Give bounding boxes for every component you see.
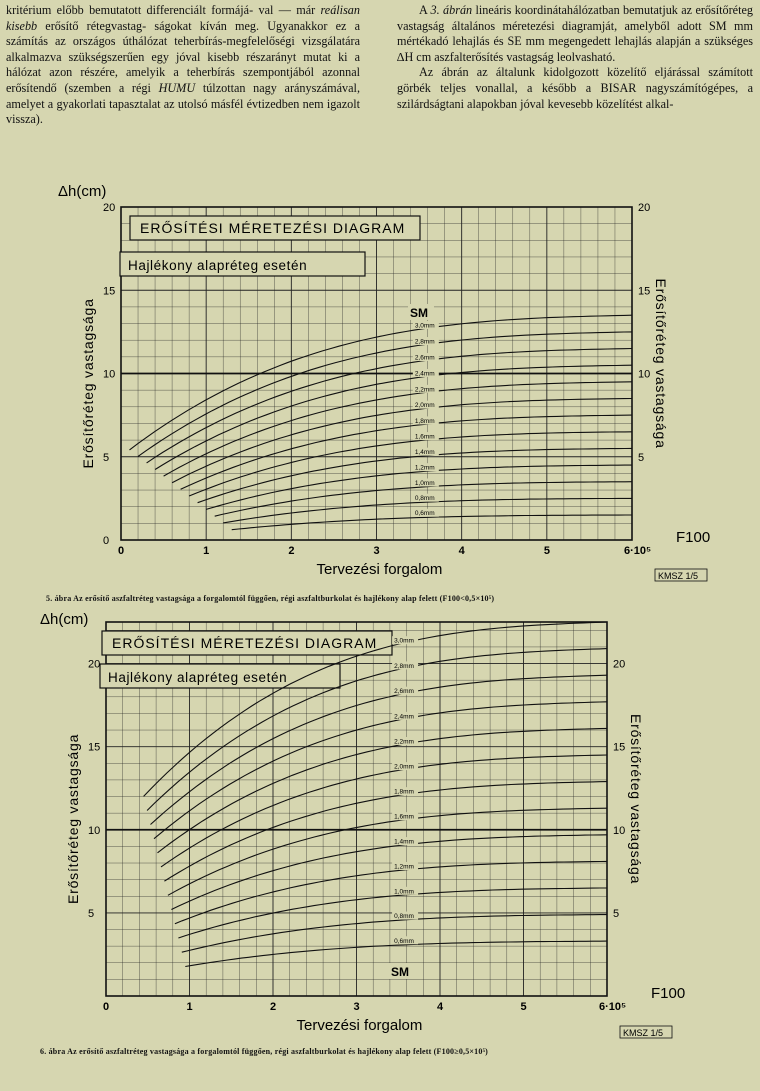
curve-label: 2,4mm xyxy=(394,713,414,721)
x-tick-label: 2 xyxy=(270,1001,277,1013)
y-tick-label-left: 15 xyxy=(88,741,101,754)
curve-label: 0,8mm xyxy=(414,495,435,503)
y-tick-label-left: 10 xyxy=(103,368,116,381)
curve-label: 2,0mm xyxy=(394,763,414,771)
x-unit-label: F100 xyxy=(676,529,711,546)
left-paragraph: kritérium előbb bemutatott differenciált formájá- val — már reálisan kisebb erősítő rétegvastag- ságokat kíván meg. Ugyanakkor ez a számítás az országos úthálózat teherbírás-megfelelőségi vizsgálatára alkalmazva szükségszerűen egy jóval kisebb részarányt mutat ki a hálózat azon részére, amelyik a teherbírás szempontjából azonnal erősítendő (szemben a régi HUMU túlzottan nagy arányszámával, amelyet a gyakorlati tapasztalat az utolsó másfél évtizedben nem igazolt vissza). xyxy=(6,3,361,127)
x-tick-label: 1 xyxy=(186,1001,193,1013)
y-tick-label-right: 10 xyxy=(613,824,626,837)
curves xyxy=(130,315,633,530)
chart-subtitle: Hajlékony alapréteg esetén xyxy=(108,670,288,685)
sm-group-label: SM xyxy=(391,965,409,979)
left-text-column xyxy=(6,3,360,128)
y-tick-label-left: 15 xyxy=(103,285,116,298)
curve-label: 0,8mm xyxy=(394,913,414,921)
x-tick-label: 3 xyxy=(373,545,380,557)
figure-5-chart xyxy=(0,176,760,596)
curve-label: 2,2mm xyxy=(414,386,435,394)
y-tick-label-right: 20 xyxy=(613,658,626,671)
stamp-label: KMSZ 1/5 xyxy=(658,571,699,581)
x-tick-label: 3 xyxy=(353,1001,360,1013)
curve-label: 1,8mm xyxy=(394,788,414,796)
sm-curve xyxy=(181,415,632,489)
curve-label: 3,0mm xyxy=(394,637,414,645)
figure-6-svg xyxy=(0,606,760,1066)
y-tick-label-right: 5 xyxy=(613,907,620,920)
curve-label: 2,2mm xyxy=(394,738,414,746)
sm-curve xyxy=(182,915,607,953)
y-axis-label-right: Erősítőréteg vastagsága xyxy=(653,278,669,449)
curve-label: 1,6mm xyxy=(414,433,435,441)
curve-label: 2,8mm xyxy=(394,662,414,670)
y-axis-label-right: Erősítőréteg vastagsága xyxy=(628,714,644,885)
x-tick-label: 0 xyxy=(103,1001,110,1013)
figure-5-caption: 5. ábra Az erősítő aszfaltréteg vastagsága a forgalomtól függően, régi aszfaltburkolat és hajlékony alap felett (F100<0,5×10⁵) xyxy=(46,594,495,603)
figure-6-chart xyxy=(0,606,760,1066)
x-tick-label: 5 xyxy=(520,1001,527,1013)
x-axis-label: Tervezési forgalom xyxy=(296,1017,423,1034)
curve-label: 1,4mm xyxy=(414,449,435,457)
curve-label: 1,0mm xyxy=(394,888,414,896)
curve-label: 1,4mm xyxy=(394,838,414,846)
y-axis-label-left: Erősítőréteg vastagsága xyxy=(80,298,96,469)
curve-label: 1,6mm xyxy=(394,813,414,821)
curve-label: 0,6mm xyxy=(414,510,435,518)
sm-curve xyxy=(168,808,607,895)
y-tick-label-right: 15 xyxy=(638,285,651,298)
x-tick-label: 1 xyxy=(203,545,210,557)
curve-label: 0,6mm xyxy=(394,937,414,945)
sm-curve xyxy=(147,349,632,463)
x-tick-label: 4 xyxy=(458,545,465,557)
curve-label: 1,0mm xyxy=(414,479,435,487)
curve-label: 2,0mm xyxy=(414,402,435,410)
y-tick-label-left: 20 xyxy=(88,658,101,671)
figure-6-caption: 6. ábra Az erősítő aszfaltréteg vastagsága a forgalomtól függően, régi aszfaltburkolat és hajlékony alap felett (F100≥0,5×10⁵) xyxy=(40,1047,489,1056)
chart-subtitle: Hajlékony alapréteg esetén xyxy=(128,258,308,273)
x-tick-label: 0 xyxy=(118,545,125,557)
y-tick-label-left: 5 xyxy=(103,451,110,464)
y-top-label: Δh(cm) xyxy=(58,183,107,200)
x-unit-label: F100 xyxy=(651,985,686,1002)
right-paragraph-1: A 3. ábrán lineáris koordinátahálózatban bemutatjuk az erősítőréteg vastagság általános méretezési diagramját, amelyből adott SM mm mértékadó lehajlás és SE mm megengedett lehajlás alapján a szükséges ∆H cm aszfalterősítés vastagság leolvasható. xyxy=(397,3,753,64)
x-tick-label: 5 xyxy=(543,545,550,557)
x-axis-label: Tervezési forgalom xyxy=(316,561,443,578)
y-tick-label-left: 5 xyxy=(88,907,95,920)
y-tick-label-right: 5 xyxy=(638,451,645,464)
curve-label: 2,6mm xyxy=(414,354,435,362)
curve-label: 2,4mm xyxy=(414,370,435,378)
curve-label: 1,2mm xyxy=(414,464,435,472)
y-tick-label-right: 15 xyxy=(613,741,626,754)
chart-title: ERŐSÍTÉSI MÉRETEZÉSI DIAGRAM xyxy=(140,220,406,236)
right-text-column xyxy=(397,3,753,112)
x-tick-label: 4 xyxy=(437,1001,444,1013)
y-tick-label-right: 20 xyxy=(638,202,651,214)
curve-label: 3,0mm xyxy=(414,322,435,330)
y-top-label: Δh(cm) xyxy=(40,611,89,628)
x-tick-label: 6·10⁵ xyxy=(599,1001,627,1013)
figure-5-svg xyxy=(0,176,760,596)
sm-group-label: SM xyxy=(410,306,428,320)
x-tick-label: 6·10⁵ xyxy=(624,545,652,557)
sm-curve xyxy=(164,382,632,476)
y-tick-label-left: 0 xyxy=(103,535,110,547)
curve-label: 2,8mm xyxy=(414,338,435,346)
x-tick-label: 2 xyxy=(288,545,295,557)
curve-label: 2,6mm xyxy=(394,688,414,696)
y-tick-label-left: 10 xyxy=(88,824,101,837)
y-axis-label-left: Erősítőréteg vastagsága xyxy=(65,733,81,904)
sm-curve xyxy=(154,702,607,839)
chart-title: ERŐSÍTÉSI MÉRETEZÉSI DIAGRAM xyxy=(112,635,378,651)
stamp-label: KMSZ 1/5 xyxy=(623,1028,664,1038)
curve-label: 1,8mm xyxy=(414,417,435,425)
curve-label: 1,2mm xyxy=(394,863,414,871)
y-tick-label-left: 20 xyxy=(103,202,116,214)
y-tick-label-right: 10 xyxy=(638,368,651,381)
sm-curve xyxy=(171,835,607,910)
right-paragraph-2: Az ábrán az általunk kidolgozott közelítő eljárással számított görbék teljes vonallal, a később a BISAR nagyszámítógépes, a szilárdságtani alapokban jóval kevesebb közelítést alkal- xyxy=(397,65,753,111)
